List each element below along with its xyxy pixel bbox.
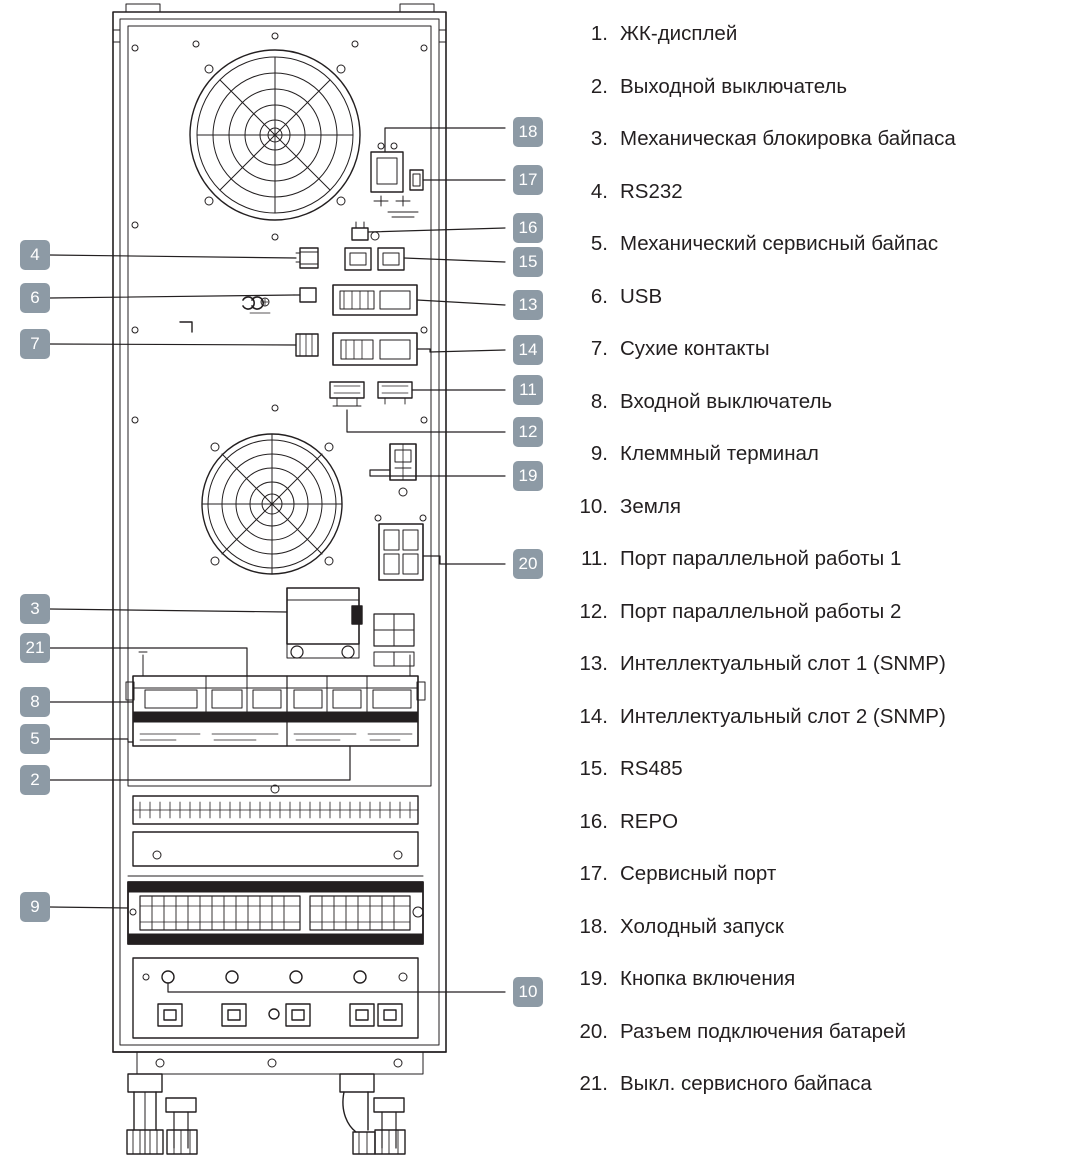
legend-number: 15. <box>579 757 608 780</box>
dry-contacts <box>296 334 318 356</box>
power-button <box>390 444 416 496</box>
legend-number: 6. <box>590 284 608 308</box>
legend-number: 21. <box>579 1072 608 1095</box>
legend-number: 11. <box>581 547 608 570</box>
legend-item-9 <box>566 442 1086 495</box>
legend-item-3 <box>566 127 1086 180</box>
legend-number: 2. <box>590 74 608 98</box>
caster-left <box>127 1074 197 1154</box>
legend-number: 14. <box>579 704 608 728</box>
rs232-port <box>296 248 318 268</box>
legend-item-20 <box>566 1020 1086 1073</box>
legend-item-12 <box>566 600 1086 653</box>
legend-item-2 <box>566 75 1086 128</box>
legend-number: 9. <box>590 442 608 465</box>
legend-label: Клеммный терминал <box>620 442 819 465</box>
legend-item-4 <box>566 180 1086 233</box>
legend-label: Порт параллельной работы 1 <box>620 547 902 570</box>
callout-3: 3 <box>20 594 50 624</box>
legend-number: 10. <box>579 494 608 518</box>
ground-studs <box>133 958 418 1038</box>
legend-label: Выкл. сервисного байпаса <box>620 1072 872 1095</box>
legend-item-7 <box>566 337 1086 390</box>
callout-5: 5 <box>20 724 50 754</box>
callout-21: 21 <box>20 633 50 663</box>
battery-connector <box>375 515 426 580</box>
terminal-block <box>128 876 423 944</box>
callout-16: 16 <box>513 213 543 243</box>
callout-20: 20 <box>513 549 543 579</box>
legend-label: Холодный запуск <box>620 914 784 938</box>
callout-14: 14 <box>513 335 543 365</box>
legend-item-16 <box>566 810 1086 863</box>
smart-slot-2 <box>333 333 417 365</box>
callout-18: 18 <box>513 117 543 147</box>
legend-number: 4. <box>590 179 608 203</box>
legend-label: Порт параллельной работы 2 <box>620 599 902 623</box>
legend-number: 3. <box>590 127 608 150</box>
legend-number: 19. <box>579 967 608 990</box>
callout-2: 2 <box>20 765 50 795</box>
legend-number: 7. <box>590 337 608 360</box>
smart-slot-1 <box>333 285 417 315</box>
legend-item-19 <box>566 967 1086 1020</box>
legend-label: Входной выключатель <box>620 389 833 413</box>
legend-item-10 <box>566 495 1086 548</box>
ce-mark <box>243 297 270 313</box>
callout-4: 4 <box>20 240 50 270</box>
legend-label: USB <box>620 284 663 308</box>
legend-number: 5. <box>590 232 608 255</box>
legend-item-11 <box>566 547 1086 600</box>
legend-number: 20. <box>579 1019 608 1043</box>
legend-item-13 <box>566 652 1086 705</box>
callout-19: 19 <box>513 461 543 491</box>
callout-8: 8 <box>20 687 50 717</box>
legend-item-21 <box>566 1072 1086 1125</box>
callout-6: 6 <box>20 283 50 313</box>
legend-label: Разъем подключения батарей <box>620 1019 906 1043</box>
legend-number: 18. <box>579 914 608 938</box>
legend-number: 16. <box>579 809 608 833</box>
legend-label: Кнопка включения <box>620 967 796 990</box>
terminal-grid-right <box>374 614 414 666</box>
leader-lines <box>50 128 505 992</box>
legend-number: 8. <box>590 389 608 413</box>
callout-12: 12 <box>513 417 543 447</box>
legend-number: 12. <box>579 599 608 623</box>
bypass-mechanical-lock <box>287 588 362 658</box>
callout-7: 7 <box>20 329 50 359</box>
legend-item-8 <box>566 390 1086 443</box>
bottom-fan <box>202 434 342 574</box>
legend-item-17 <box>566 862 1086 915</box>
legend-label: Выходной выключатель <box>620 74 848 98</box>
legend-label: REPO <box>620 809 679 833</box>
legend-number: 13. <box>579 652 608 675</box>
legend-label: RS232 <box>620 179 683 203</box>
legend-list <box>566 22 1086 1125</box>
vent-strip <box>133 785 418 824</box>
top-fan <box>190 50 360 220</box>
callout-9: 9 <box>20 892 50 922</box>
callout-10: 10 <box>513 977 543 1007</box>
rs485-ports <box>345 248 404 270</box>
callout-17: 17 <box>513 165 543 195</box>
legend-label: Интеллектуальный слот 1 (SNMP) <box>620 652 946 675</box>
legend-item-6 <box>566 285 1086 338</box>
legend-item-15 <box>566 757 1086 810</box>
legend-item-14 <box>566 705 1086 758</box>
legend-number: 1. <box>590 22 608 45</box>
legend-label: Сервисный порт <box>620 862 777 885</box>
legend-label: Интеллектуальный слот 2 (SNMP) <box>620 704 946 728</box>
legend-label: RS485 <box>620 757 683 780</box>
legend-label: Земля <box>620 494 681 518</box>
caster-right <box>340 1074 405 1154</box>
parallel-port-2 <box>330 382 364 406</box>
legend-item-1 <box>566 22 1086 75</box>
callout-15: 15 <box>513 247 543 277</box>
usb-port <box>294 288 316 302</box>
callout-11: 11 <box>513 375 543 405</box>
legend-label: ЖК-дисплей <box>620 22 738 45</box>
parallel-port-1 <box>378 382 412 404</box>
callout-13: 13 <box>513 290 543 320</box>
legend-number: 17. <box>579 862 608 885</box>
legend-label: Механический сервисный байпас <box>620 232 939 255</box>
repo-connector <box>352 222 379 240</box>
cold-start-module <box>371 143 423 217</box>
legend-item-18 <box>566 915 1086 968</box>
legend-item-5 <box>566 232 1086 285</box>
legend-label: Сухие контакты <box>620 337 770 360</box>
legend-label: Механическая блокировка байпаса <box>620 127 956 150</box>
